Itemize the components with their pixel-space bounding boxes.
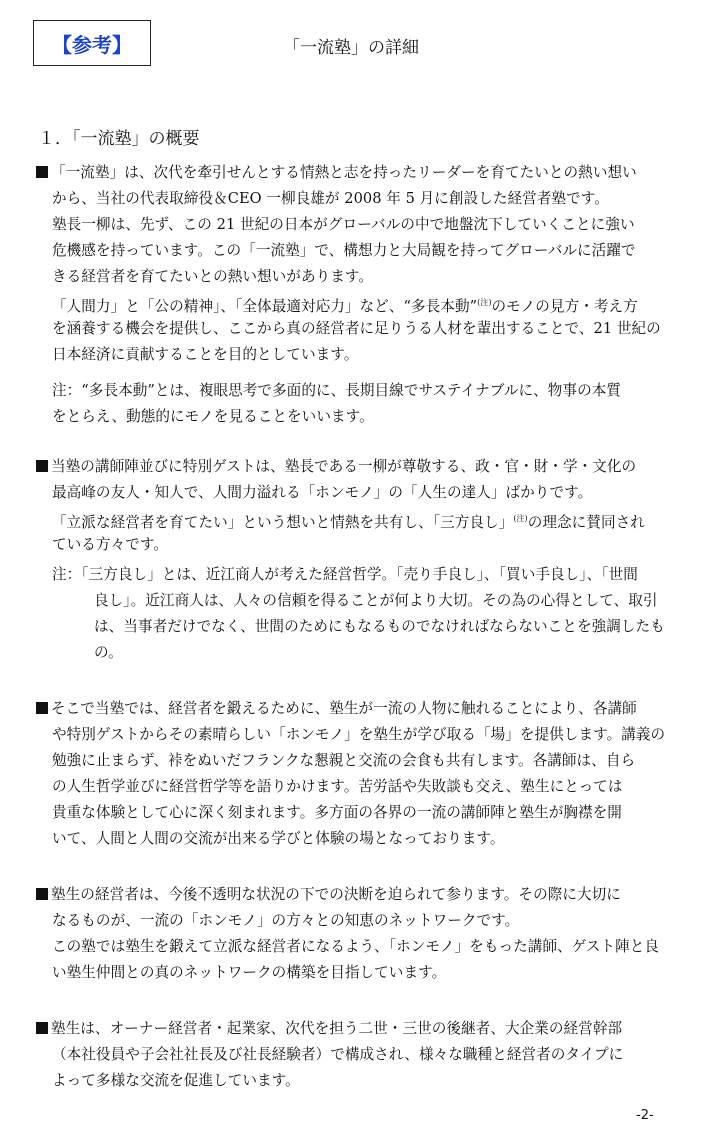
- paragraph-line: 「立派な経営者を育てたい」という想いと情熱を共有し、「三方良し」: [52, 514, 514, 531]
- paragraph-line: 塾生は、オーナー経営者・起業家、次代を担う二世・三世の後継者、大企業の経営幹部: [51, 1020, 623, 1037]
- paragraph-block-3: [36, 696, 686, 852]
- paragraph-line: から、当社の代表取締役＆CEO 一柳良雄が 2008 年 5 月に創設した経営者塾です。: [52, 190, 609, 207]
- paragraph-block-4: [36, 882, 686, 986]
- paragraph-line: よって多様な交流を促進しています。: [52, 1072, 300, 1089]
- section-heading: １．「一流塾」の概要: [38, 129, 200, 149]
- paragraph-line: （本社役員や子会社社長及び社長経験者）で構成され、様々な職種と経営者のタイプに: [52, 1046, 624, 1063]
- footnote: [36, 562, 686, 666]
- paragraph-line: いて、人間と人間の交流が出来る学びと体験の場となっております。: [52, 830, 505, 847]
- bullet-square-icon: [36, 702, 48, 714]
- paragraph-line: そこで当塾では、経営者を鍛えるために、塾生が一流の人物に触れることにより、各講師: [51, 700, 637, 717]
- note-line: 良し」。近江商人は、人々の信頼を得ることが何より大切。その為の心得として、取引: [94, 592, 658, 609]
- bullet-square-icon: [36, 1022, 48, 1034]
- document-body: [36, 160, 686, 1094]
- paragraph-line: を涵養する機会を提供し、ここから真の経営者に足りうる人材を輩出することで、21 世紀の: [52, 320, 661, 337]
- paragraph-line: 「人間力」と「公の精神」、「全体最適対応力」など、“多長本動”: [52, 298, 478, 315]
- note-line: をとらえ、動態的にモノを見ることをいいます。: [52, 408, 374, 425]
- paragraph-line: この塾では塾生を鍛えて立派な経営者になるよう、「ホンモノ」をもった講師、ゲスト陣と良: [52, 938, 660, 955]
- paragraph-line: 当塾の講師陣並びに特別ゲストは、塾長である一柳が尊敬する、政・官・財・学・文化の: [51, 458, 637, 475]
- bullet-square-icon: [36, 166, 48, 178]
- paragraph-line-tail: のモノの見方・考え方: [491, 298, 638, 315]
- paragraph-line: きる経営者を育てたいとの熱い想いがあります。: [52, 268, 373, 285]
- page-number: -2-: [636, 1108, 654, 1123]
- note-marker: (注): [513, 514, 528, 523]
- paragraph-line: 「一流塾」は、次代を牽引せんとする情熱と志を持ったリーダーを育てたいとの熱い想い: [51, 164, 637, 181]
- document-title: 「一流塾」の詳細: [283, 38, 419, 58]
- paragraph-line: の人生哲学並びに経営哲学等を語りかけます。苦労話や失敗談も交え、塾生にとっては: [52, 778, 623, 795]
- paragraph-line: 塾生の経営者は、今後不透明な状況の下での決断を迫られて参ります。その際に大切に: [51, 886, 621, 903]
- paragraph-line: 勉強に止まらず、裃をぬいだフランクな懇親と交流の会食も共有します。各講師は、自ら: [52, 752, 636, 769]
- paragraph-line: なるものが、一流の「ホンモノ」の方々との知恵のネットワークです。: [52, 912, 520, 929]
- paragraph-block-5: [36, 1016, 686, 1094]
- paragraph-line: い塾生仲間との真のネットワークの構築を目指しています。: [52, 964, 447, 981]
- paragraph-line: ている方々です。: [52, 536, 168, 553]
- footnote: [36, 378, 686, 430]
- note-marker: (注): [477, 298, 492, 307]
- note-line: 注：「三方良し」とは、近江商人が考えた経営哲学。「売り手良し」、「買い手良し」、「世間: [52, 566, 638, 583]
- note-line: 注：“多長本動”とは、複眼思考で多面的に、長期目線でサステイナブルに、物事の本質: [52, 382, 622, 399]
- reference-badge: 【参考】: [33, 20, 151, 66]
- paragraph-line: 最高峰の友人・知人で、人間力溢れる「ホンモノ」の「人生の達人」ばかりです。: [52, 484, 593, 501]
- paragraph-line: 危機感を持っています。この「一流塾」で、構想力と大局観を持ってグローバルに活躍で: [52, 242, 636, 259]
- paragraph-line: 日本経済に貢献することを目的としています。: [52, 346, 359, 363]
- paragraph-line: 塾長一柳は、先ず、この 21 世紀の日本がグローバルの中で地盤沈下していくことに強い: [52, 216, 635, 233]
- note-line: の。: [94, 644, 123, 661]
- paragraph-line: 貴重な体験として心に深く刻まれます。多方面の各界の一流の講師陣と塾生が胸襟を開: [52, 804, 622, 821]
- paragraph-block-1: [36, 160, 686, 430]
- bullet-square-icon: [36, 460, 48, 472]
- bullet-square-icon: [36, 888, 48, 900]
- paragraph-line-tail: の理念に賛同され: [527, 514, 645, 531]
- paragraph-block-2: [36, 454, 686, 666]
- note-line: は、当事者だけでなく、世間のためにもなるものでなければならないことを強調したも: [94, 618, 665, 635]
- paragraph-line: や特別ゲストからその素晴らしい「ホンモノ」を塾生が学び取る「場」を提供します。講義の: [52, 726, 666, 743]
